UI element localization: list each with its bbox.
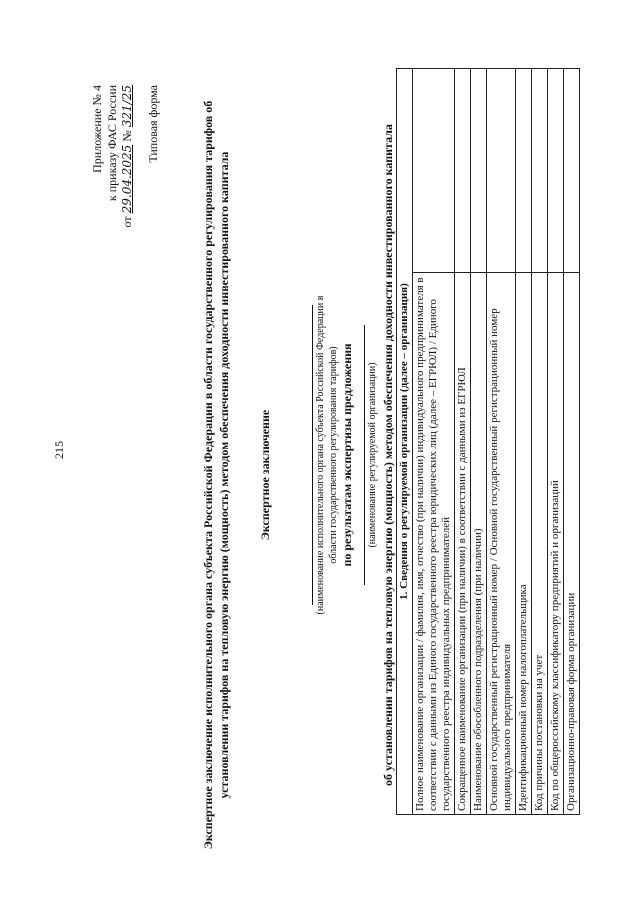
appendix-date-line bbox=[120, 85, 135, 345]
row-label: Идентификационный номер налогоплательщика bbox=[516, 273, 532, 815]
row-label: Сокращенное наименование организации (при наличии) в соответствии с данными из ЕГРЮЛ bbox=[455, 273, 471, 815]
table-row bbox=[516, 69, 532, 815]
handwritten-number: 321/25 bbox=[120, 85, 134, 128]
row-label: Наименование обособленного подразделения (при наличии) bbox=[471, 273, 487, 815]
row-value bbox=[471, 69, 487, 274]
organization-info-table bbox=[396, 68, 580, 815]
table-row bbox=[548, 69, 564, 815]
number-prefix: № bbox=[120, 130, 134, 142]
row-value bbox=[413, 69, 455, 274]
row-label: Код по общероссийскому классификатору предприятий и организаций bbox=[548, 273, 564, 815]
row-value bbox=[548, 69, 564, 274]
table-row bbox=[532, 69, 548, 815]
date-prefix: от bbox=[120, 216, 134, 228]
table-section-header bbox=[397, 69, 413, 815]
authority-note: (наименование исполнительного органа субъекта Российской Федерации в области государственного регулирования тарифов) bbox=[315, 295, 339, 615]
by-results-line: по результатам экспертизы предложения bbox=[340, 343, 354, 567]
table-row bbox=[564, 69, 580, 815]
form-type-label: Типовая форма bbox=[146, 85, 160, 163]
table-row bbox=[487, 69, 516, 815]
authority-blank-line bbox=[312, 305, 313, 605]
row-label: Полное наименование организации / фамилия, имя, отчество (при наличии) индивидуального предпринимателя в соответствии с данными из Единого государственного реестра юридических лиц (далее – ЕГРЮЛ) / Единого государственного реестра индивидуальных предпринимателей bbox=[413, 273, 455, 815]
org-blank-line bbox=[364, 325, 365, 585]
row-value bbox=[487, 69, 516, 274]
document-subtitle: Экспертное заключение bbox=[258, 409, 272, 541]
row-value bbox=[564, 69, 580, 274]
page-number: 215 bbox=[52, 441, 66, 459]
org-note: (наименование регулируемой организации) bbox=[367, 362, 378, 548]
table-row bbox=[455, 69, 471, 815]
row-label: Код причины постановки на учет bbox=[532, 273, 548, 815]
handwritten-date: 29.04.2025 bbox=[120, 144, 134, 214]
appendix-block bbox=[90, 85, 135, 345]
appendix-order: к приказу ФАС России bbox=[105, 85, 119, 202]
row-value bbox=[455, 69, 471, 274]
table-row bbox=[471, 69, 487, 815]
row-value bbox=[516, 69, 532, 274]
row-value bbox=[532, 69, 548, 274]
table-row bbox=[413, 69, 455, 815]
section-title: 1. Сведения о регулируемой организации (далее – организация) bbox=[397, 69, 413, 815]
document-title: Экспертное заключение исполнительного органа субъекта Российской Федерации в области государственного регулирования тарифов об установлении тарифов на тепловую энергию (мощность) методом обеспечения доходности инвестированного капитала bbox=[201, 100, 231, 850]
appendix-number: Приложение № 4 bbox=[90, 85, 104, 173]
row-label: Организационно-правовая форма организации bbox=[564, 273, 580, 815]
row-label: Основной государственный регистрационный номер / Основной государственный регистрационный номер индивидуального предпринимателя bbox=[487, 273, 516, 815]
about-line: об установлении тарифов на тепловую энергию (мощность) методом обеспечения доходности инвестированного капитала bbox=[381, 124, 395, 786]
